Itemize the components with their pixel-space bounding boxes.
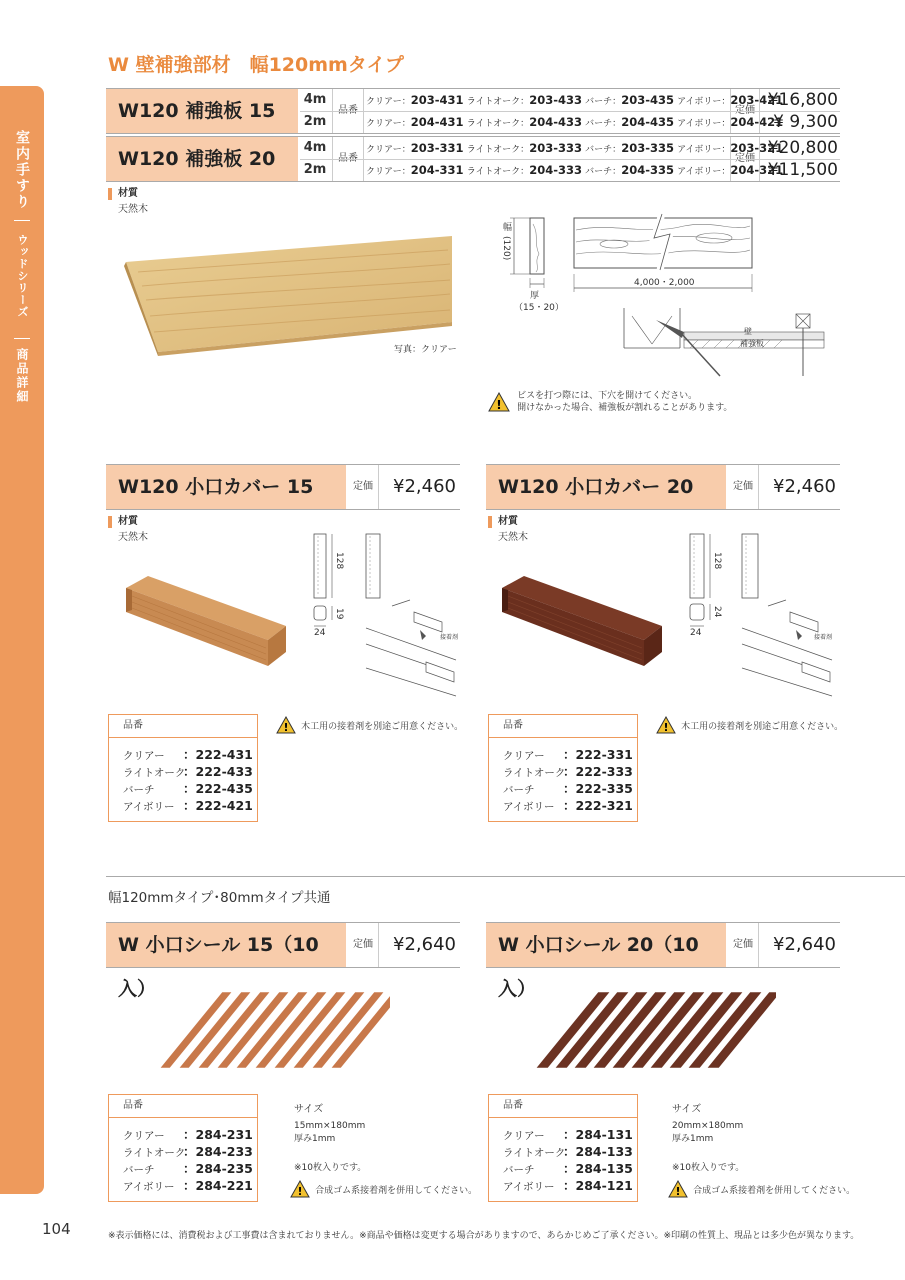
product-name: W 小口シール 15（10入） <box>106 923 346 967</box>
code-row: ライトオーク：284-133 <box>503 1144 633 1159</box>
codebox-header: 品番 <box>489 1095 637 1118</box>
side-divider <box>14 220 30 221</box>
size-value: 15mm×180mm <box>294 1121 366 1131</box>
board-photo <box>118 228 458 358</box>
code-row: クリアー：203-331 ライトオーク：203-333 バーチ：203-335 アイボリー：203-321 <box>366 141 784 155</box>
product-name: W120 補強板 20 <box>106 137 298 181</box>
diagram-thickness-value: （15・20） <box>514 303 564 313</box>
board-warning <box>488 390 732 414</box>
price: ¥2,460 <box>773 476 836 497</box>
diagram-width-value: (120) <box>501 236 511 261</box>
cover-20-codebox <box>488 714 638 822</box>
material-value: 天然木 <box>118 532 148 543</box>
cover-20-photo <box>494 570 666 670</box>
cover-20-warning <box>656 714 843 734</box>
material-value: 天然木 <box>498 532 528 543</box>
count-note: ※10枚入りです。 <box>294 1163 367 1173</box>
svg-text:!: ! <box>297 1184 303 1198</box>
seal-20-strips <box>536 988 776 1072</box>
code-row: アイボリー ：284-121 <box>503 1178 633 1193</box>
code-row: バーチ ：284-135 <box>503 1161 633 1176</box>
dim-depth: 19 <box>334 608 344 620</box>
common-label: 幅120mmタイプ･80mmタイプ共通 <box>108 890 331 906</box>
section-title: W 壁補強部材 幅120mmタイプ <box>108 54 404 76</box>
material-value: 天然木 <box>118 204 148 215</box>
warning-text: 木工用の接着剤を別途ご用意ください。 <box>681 722 844 732</box>
cover-15-material <box>108 516 148 543</box>
glue-label: 接着剤 <box>814 634 833 641</box>
seal-15-strips <box>160 988 390 1070</box>
warning-line: 開けなかった場合、補強板が割れることがあります。 <box>517 403 733 413</box>
common-divider <box>106 876 905 877</box>
svg-text:!: ! <box>663 720 669 734</box>
svg-text:!: ! <box>675 1184 681 1198</box>
product-name: W120 小口カバー 15 <box>106 465 346 509</box>
cover-15-warning <box>276 714 463 734</box>
warning-icon <box>488 392 510 412</box>
seal-15-warning <box>290 1178 477 1198</box>
board-material <box>108 188 148 215</box>
codebox-header: 品番 <box>109 1095 257 1118</box>
photo-caption: 写真：クリアー <box>394 345 457 355</box>
cover-15-diagram <box>296 528 466 698</box>
length: 4m <box>303 140 327 155</box>
size-label: サイズ <box>294 1104 324 1115</box>
seal-15-header <box>106 922 460 1000</box>
cover-15-photo <box>118 570 290 670</box>
side-category: 室内手すり <box>14 130 30 210</box>
cover-15-codebox <box>108 714 258 822</box>
thickness: 厚み1mm <box>672 1134 714 1144</box>
size-label: サイズ <box>672 1104 702 1115</box>
length: 2m <box>303 114 327 129</box>
product-table-board-15 <box>106 88 840 134</box>
cover-20-diagram <box>672 528 842 698</box>
warning-icon <box>276 716 296 734</box>
code-row: クリアー ：222-431 <box>123 747 253 762</box>
length: 4m <box>303 92 327 107</box>
code-row: クリアー ：284-131 <box>503 1127 633 1142</box>
price: ¥16,800 <box>767 90 838 110</box>
seal-15-codebox <box>108 1094 258 1202</box>
row-separator <box>300 111 840 112</box>
warning-icon <box>290 1180 310 1198</box>
length: 2m <box>303 162 327 177</box>
teika-label: 定価 <box>348 923 379 967</box>
thickness: 厚み1mm <box>294 1134 336 1144</box>
teika-label: 定価 <box>348 465 379 509</box>
price: ¥2,640 <box>773 934 836 955</box>
diagram-length: 4,000・2,000 <box>634 278 695 288</box>
code-row: ライトオーク：284-233 <box>123 1144 253 1159</box>
seal-strip <box>331 992 390 1068</box>
code-row: クリアー ：284-231 <box>123 1127 253 1142</box>
row-separator <box>300 159 840 160</box>
product-name: W 小口シール 20（10入） <box>486 923 726 967</box>
code-row: アイボリー ：284-221 <box>123 1178 253 1193</box>
seal-20-warning <box>668 1178 855 1198</box>
product-name: W120 小口カバー 20 <box>486 465 726 509</box>
material-label: 材質 <box>488 516 528 528</box>
code-row: アイボリー ：222-321 <box>503 798 633 813</box>
warning-icon <box>656 716 676 734</box>
diagram-width-label: 幅 <box>501 222 511 231</box>
dim-height: 128 <box>334 552 344 570</box>
code-row: バーチ ：222-435 <box>123 781 253 796</box>
code-row: ライトオーク：222-433 <box>123 764 253 779</box>
cover-20-material <box>488 516 528 543</box>
price: ¥2,640 <box>393 934 456 955</box>
price: ¥20,800 <box>767 138 838 158</box>
warning-text: 木工用の接着剤を別途ご用意ください。 <box>301 722 464 732</box>
code-row: ライトオーク：222-333 <box>503 764 633 779</box>
dim-depth: 24 <box>712 606 722 618</box>
cover-20-header <box>486 464 840 510</box>
teika-label: 定価 <box>728 923 759 967</box>
diagram-thickness-label: 厚 <box>530 291 540 301</box>
side-detail: 商品詳細 <box>15 348 29 404</box>
seal-20-codebox <box>488 1094 638 1202</box>
price: ¥ 9,300 <box>773 112 838 132</box>
material-label: 材質 <box>108 188 148 200</box>
dim-height: 128 <box>712 552 722 570</box>
seal-20-header <box>486 922 840 1000</box>
footer-note: ※表示価格には、消費税および工事費は含まれておりません。※商品や価格は変更する場合がありますので、あらかじめご了承ください。※印刷の性質上、現品とは多少色が異なります。 <box>108 1231 860 1241</box>
side-tab <box>0 86 44 1194</box>
side-divider <box>14 338 30 339</box>
diagram-board-label: 補強板 <box>740 339 764 348</box>
codebox-header: 品番 <box>109 715 257 738</box>
dim-width: 24 <box>690 628 702 638</box>
diagram-wall-label: 壁 <box>744 327 752 336</box>
price: ¥2,460 <box>393 476 456 497</box>
product-name: W120 補強板 15 <box>106 89 298 133</box>
teika-label: 定価 <box>728 465 759 509</box>
code-row: アイボリー ：222-421 <box>123 798 253 813</box>
warning-icon <box>668 1180 688 1198</box>
svg-text:!: ! <box>283 720 289 734</box>
warning-text: 合成ゴム系接着剤を併用してください。 <box>315 1186 478 1196</box>
code-row: バーチ ：222-335 <box>503 781 633 796</box>
page-number: 104 <box>42 1220 71 1238</box>
count-note: ※10枚入りです。 <box>672 1163 745 1173</box>
codebox-header: 品番 <box>489 715 637 738</box>
glue-label: 接着剤 <box>440 634 459 641</box>
warning-line: ビスを打つ際には、下穴を開けてください。 <box>517 391 698 401</box>
warning-text: 合成ゴム系接着剤を併用してください。 <box>693 1186 856 1196</box>
size-value: 20mm×180mm <box>672 1121 744 1131</box>
product-table-board-20 <box>106 136 840 182</box>
code-row: クリアー：203-431 ライトオーク：203-433 バーチ：203-435 アイボリー：203-421 <box>366 93 784 107</box>
code-row: バーチ ：284-235 <box>123 1161 253 1176</box>
code-row: クリアー ：222-331 <box>503 747 633 762</box>
code-row: クリアー：204-431 ライトオーク：204-433 バーチ：204-435 アイボリー：204-421 <box>366 115 784 129</box>
price: ¥11,500 <box>767 160 838 180</box>
svg-text:!: ! <box>496 398 502 412</box>
material-label: 材質 <box>108 516 148 528</box>
side-series: ウッドシリーズ <box>16 234 29 318</box>
code-row: クリアー：204-331 ライトオーク：204-333 バーチ：204-335 アイボリー：204-321 <box>366 163 784 177</box>
cover-15-header <box>106 464 460 510</box>
dim-width: 24 <box>314 628 326 638</box>
